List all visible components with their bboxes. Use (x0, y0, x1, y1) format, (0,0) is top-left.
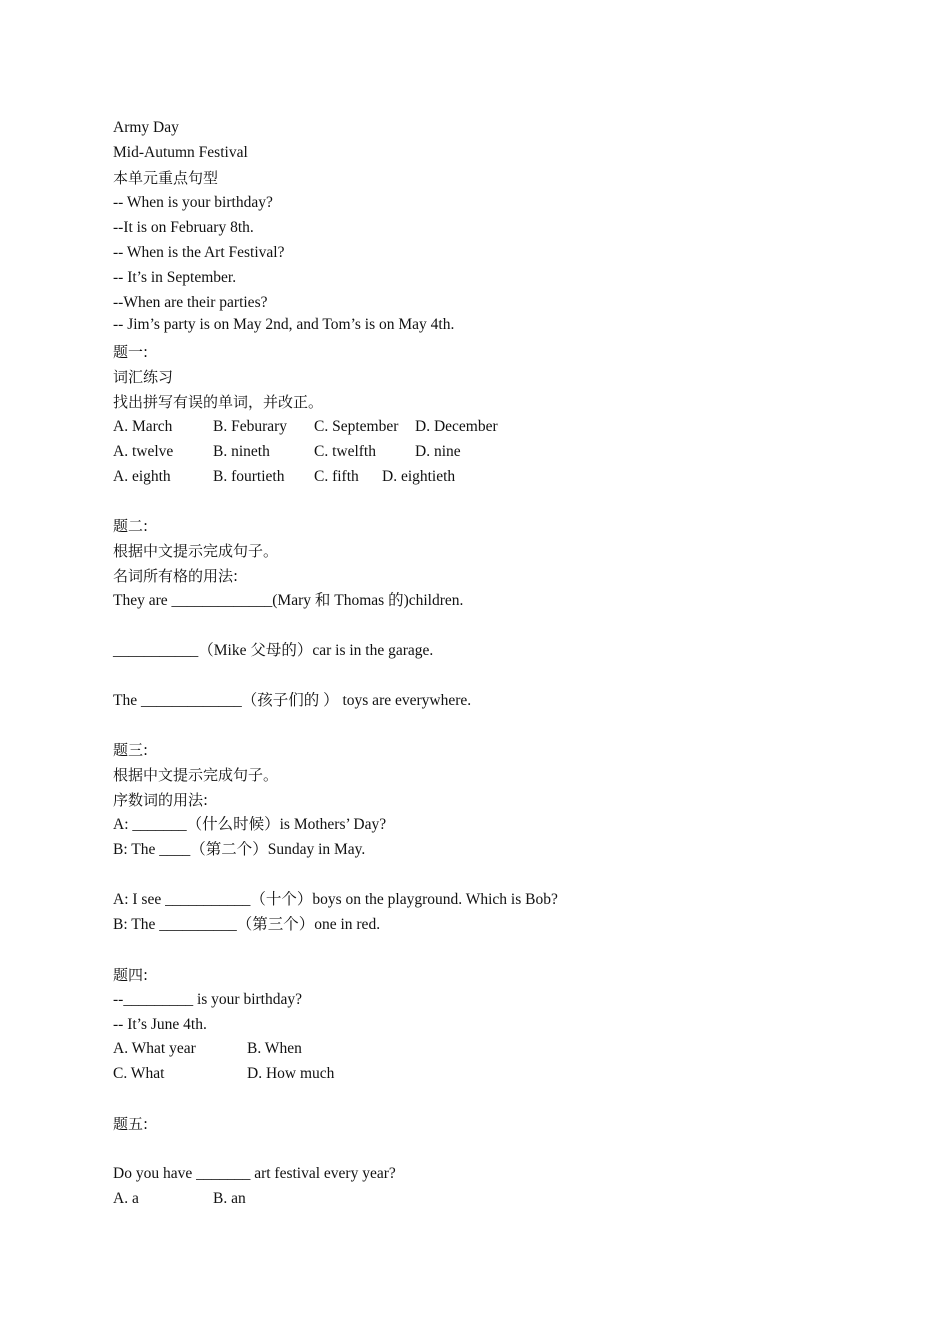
option: B. nineth (213, 443, 270, 460)
q2-instruction: 根据中文提示完成句子。 (113, 542, 279, 560)
key-sentence: --When are their parties? (113, 294, 268, 311)
option: C. fifth (314, 468, 359, 485)
option: D. nine (415, 443, 461, 460)
option: B. When (247, 1040, 302, 1057)
option: D. How much (247, 1065, 335, 1082)
key-sentences-heading: 本单元重点句型 (113, 169, 219, 187)
q1-instruction: 找出拼写有误的单词，并改正。 (113, 393, 324, 411)
q2-usage: 名词所有格的用法: (113, 567, 239, 585)
key-sentence: -- It’s in September. (113, 269, 237, 286)
q3-title: 题三: (113, 741, 149, 759)
option: C. twelfth (314, 443, 376, 460)
option: A. eighth (113, 468, 171, 485)
option: A. What year (113, 1040, 196, 1057)
option: D. eightieth (382, 468, 456, 485)
key-sentence: -- When is the Art Festival? (113, 244, 285, 261)
option: D. December (415, 418, 498, 435)
option: B. fourtieth (213, 468, 285, 485)
key-sentence: -- Jim’s party is on May 2nd, and Tom’s is on May 4th. (113, 316, 455, 333)
q4-answer: -- It’s June 4th. (113, 1016, 207, 1033)
option: B. an (213, 1190, 246, 1207)
q3-dialog-line: A: I see ___________（十个）boys on the playground. Which is Bob? (113, 891, 558, 908)
q3-usage: 序数词的用法: (113, 791, 209, 809)
q5-question: Do you have _______ art festival every year? (113, 1165, 396, 1182)
q4-title: 题四: (113, 966, 149, 984)
q3-dialog-line: A: _______（什么时候）is Mothers’ Day? (113, 816, 387, 833)
q1-subtitle: 词汇练习 (113, 368, 174, 386)
q3-dialog-line: B: The ____（第二个）Sunday in May. (113, 841, 366, 858)
q4-question: --_________ is your birthday? (113, 991, 302, 1008)
option: C. September (314, 418, 399, 435)
q2-sentence: ___________（Mike 父母的）car is in the garage. (113, 642, 434, 659)
q2-sentence: The _____________（孩子们的 ） toys are everywhere. (113, 692, 472, 709)
key-sentence: --It is on February 8th. (113, 219, 254, 236)
festival-mid-autumn: Mid-Autumn Festival (113, 144, 248, 161)
option: C. What (113, 1065, 165, 1082)
festival-army-day: Army Day (113, 119, 179, 136)
q2-title: 题二: (113, 517, 149, 535)
option: A. a (113, 1190, 139, 1207)
q3-dialog-line: B: The __________（第三个）one in red. (113, 916, 381, 933)
q3-instruction: 根据中文提示完成句子。 (113, 766, 279, 784)
option: B. Feburary (213, 418, 288, 435)
option: A. March (113, 418, 173, 435)
q5-option-row (113, 1189, 246, 1269)
q2-sentence: They are _____________(Mary 和 Thomas 的)children. (113, 592, 464, 609)
q1-title: 题一: (113, 343, 149, 361)
key-sentence: -- When is your birthday? (113, 194, 273, 211)
q5-title: 题五: (113, 1115, 149, 1133)
option: A. twelve (113, 443, 174, 460)
